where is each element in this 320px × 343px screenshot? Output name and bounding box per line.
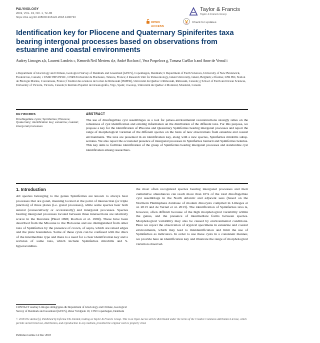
keywords-block [16, 112, 80, 129]
open-access-badge [146, 19, 170, 28]
abstract-section [86, 112, 248, 152]
abstract-top-rule [16, 109, 248, 110]
open-lock-icon [146, 19, 150, 24]
body-text-left-column: All species belonging to the genus Spiniferites are known to always bear processes that are gonal, meaning located at the point of intersection (or triple junction) of three plates (i.e. gonal processes), while some species bear both sutural (consecutively or occasionally) and intergonal processes. Species bearing intergonal processes located between three intersections are relatively scarce in the literature (Head 1996; Rochon et al. 1999). These have been described from the Miocene to the Holocene and are distinguished from other taxa of Spiniferites by the presence of crown, of septa, which are raised edges and the plate boundaries. Some of these cysts can be confused with the discs of the intermediate type and there is a need for a clear identification key and a revision of some taxa, which include Spiniferites mirabilis and S. hyperacanthus. [16, 194, 128, 249]
abstract-text: The use of dinoflagellate cyst assemblages as a tool for palaeo-environmental reconstructions strongly relies on the robustness of cyst identification and existing information on the distribution of the different taxa. For this purpose, we propose a key for the identification of Pliocene and Quaternary Spiniferites bearing intergonal processes and report the range of morphological variation of the different species on the basis of new observations from estuarine and coastal environments. The taxa are presented in an identification key, along with a new species, Spiniferites mirabilis subsp. serratus. We also report the occasional presence of intergonal processes in Spiniferites bentorii and Spiniferites belerius. This key aims to facilitate identification of the group of Spiniferites bearing intergonal processes and standardize cyst identification among researchers. [86, 117, 248, 152]
body-text-right-column: the most often recognized species bearing intergonal processes and their cumulative abundances can reach more than 10% of the total dinoflagellate cyst assemblage in the North Atlantic and adjacent seas (based on the Northern Hemisphere database of modern dinocysts compiled in Limoges et al. 2013 and de Vernal et al. 2013). The identification of Spiniferites taxa is, however, often difficult because of the high morphological variability within the genus, and the presence of intermediate forms between species. Morphological variability may also be caused by environmental conditions. Here we report the observation of atypical specimens in estuarine and coastal environments, which may lead to misidentification and limit the use of Spiniferites as indicators. In order to use these cysts in a consistent manner, we provide here an identification key and illustrate the range of morphological variation observed. [136, 187, 248, 246]
publisher-logo-icon [189, 7, 198, 16]
check-updates-icon [183, 18, 190, 25]
keywords-heading: KEYWORDS [16, 112, 36, 116]
journal-volume-pages: 2019, VOL. 43, NO. 1, 72–86 [16, 11, 53, 15]
publisher-tagline: Taylor & Francis Group [200, 13, 227, 17]
journal-name: PALYNOLOGY [16, 7, 39, 11]
abstract-bottom-rule [16, 183, 248, 184]
check-for-updates-button[interactable] [183, 18, 249, 25]
open-access-label: OPEN ACCESS [151, 19, 164, 28]
author-list: Audrey Limoges a,b, Laurent Londeix c, Kenneth Neil Mertens d,e, André Rochon f, Vera Pospelova g, Tomasa Cuéllar h and Anne de Vernal i [16, 59, 228, 63]
abstract-heading: ABSTRACT [86, 112, 106, 116]
contact-footnote: CONTACT Audrey Limoges alim@geus.dk Department of Glaciology and Climate, Geological Survey of Denmark and Greenland (GEUS), Øster Voldgade 10, 1350 Copenhagen, Denmark [16, 305, 127, 313]
keywords-sidebar [16, 112, 80, 134]
section-heading-introduction: 1. Introduction [16, 187, 46, 192]
article-title: Identification key for Pliocene and Quaternary Spiniferites taxa bearing intergonal processes based on observations from estuarine and coastal environments [16, 28, 234, 55]
keywords-text: Dinoflagellate cysts; Spiniferites; Pliocene; Quaternary; identification key; estuarine; coastal; intergonal processes [16, 116, 79, 129]
publisher-logo [189, 7, 251, 17]
check-updates-label: Check for updates [192, 19, 217, 24]
publisher-name: Taylor & Francis [200, 7, 241, 13]
author-affiliations: a Department of Glaciology and Climate, Geological Survey of Denmark and Greenland (GEUS), Copenhagen, Denmark; b Department of Earth Sciences, University of New Brunswick, Fredericton, Canada; c UMR 5805 EPOC, CNRS/Université de Bordeaux, Talence, France; d Research Unit for Palaeontology, Ghent University, Ghent, Belgium; e Ifremer, LER BO, Station de Biologie Marine, Concarneau, France; f Institut des sciences de la mer de Rimouski (ISMER), Université du Québec à Rimouski, Rimouski, Canada; g School of Earth and Ocean Sciences, University of Victoria, Victoria, Canada; h Instituto Español de Oceanografía, Vigo, Spain; i Geotop, Université du Québec à Montréal, Montréal, Canada [16, 71, 246, 87]
doi-link[interactable]: https://doi.org/10.1080/01916122.2018.1490733 [16, 15, 76, 19]
license-notice: © 2018 The Author(s). Published by Informa UK Limited, trading as Taylor & Francis Group. This is an Open Access article distributed under the terms of the Creative Commons Attribution License, which permits unrestricted use, distribution, and reproduction in any medium, provided the original work is properly cited. [16, 318, 247, 325]
published-date: Published online 14 Dec 2018 [16, 333, 51, 337]
